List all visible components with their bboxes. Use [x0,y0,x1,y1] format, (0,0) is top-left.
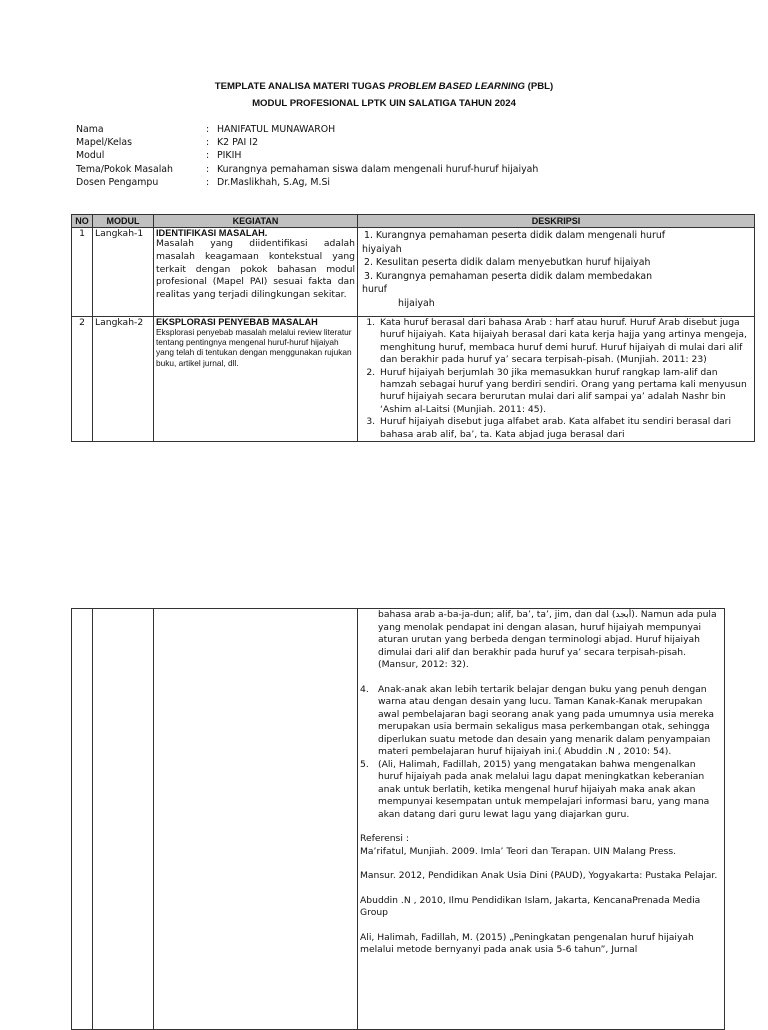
table-row [72,228,755,317]
deskripsi-line: hijaiyah [398,297,435,309]
info-separator: : [206,150,210,162]
row-kegiatan [154,317,358,442]
table-row [72,317,755,442]
deskripsi-list [360,317,752,441]
row-number: 1 [72,228,93,317]
deskripsi-continuation [360,609,722,1029]
header-kegiatan: KEGIATAN [154,215,358,228]
kegiatan-body: Eksplorasi penyebab masalah melalui review literatur tentang pentingnya mengenal huruf-huruf hijaiyah yang telah di tentukan dengan menggunakan rujukan buku, artikel jurnal, dll. [156,327,352,368]
item-text: (Ali, Halimah, Fadillah, 2015) yang mengatakan bahwa mengenalkan huruf hijaiyah pada anak melalui lagu dapat meningkatkan keberanian anak untuk berlatih, ketika mengenal huruf hijaiyah maka anak akan mempunyai kesempatan untuk mempelajari informasi baru, yang mana akan datang dari guru lewat lagu yang diajarkan guru. [378,758,710,820]
row-kegiatan-empty [154,609,358,1030]
title-emphasis: PROBLEM BASED LEARNING [387,81,525,92]
row-deskripsi [358,228,755,317]
document-title-line2: MODUL PROFESIONAL LPTK UIN SALATIGA TAHUN 2024 [252,98,516,109]
identity-info [76,124,538,190]
row-modul: Langkah-1 [93,228,154,317]
info-value: K2 PAI I2 [217,137,259,149]
title-prefix: TEMPLATE ANALISA MATERI TUGAS [214,81,388,92]
deskripsi-item: 1. Kata huruf berasal dari bahasa Arab : harf atau huruf. Huruf Arab disebut juga huruf hijaiyah. Kata hijaiyah berasal dari kata kerja hajja yang artinya mengeja, menghitung huruf, membaca huruf demi huruf. Huruf hijaiyah di mulai dari alif dan berakhir pada huruf ya’ secara terpisah-pisah. (Munjiah. 2011: 23) [378,317,752,367]
spacer [360,920,722,932]
info-value: Kurangnya pemahaman siswa dalam mengenali huruf-huruf hijaiyah [217,163,539,175]
references-title: Referensi : [360,833,409,844]
info-label: Dosen Pengampu [76,176,159,188]
reference-entry: Mansur. 2012, Pendidikan Anak Usia Dini (PAUD), Yogyakarta: Pustaka Pelajar. [360,870,718,881]
spacer [360,883,722,895]
deskripsi-item: 2. Huruf hijaiyah berjumlah 30 jika memasukkan huruf rangkap lam-alif dan hamzah sebagai huruf yang berdiri sendiri. Orang yang pertama kali menyusun huruf hijaiyah secara berurutan mulai dari alif sampai ya’ adalah Nashr bin ‘Ashim al-Laitsi (Munjiah. 2011: 45). [378,367,752,417]
table-row [72,609,725,1030]
info-value: HANIFATUL MUNAWAROH [217,124,336,135]
row-number-empty [72,609,93,1030]
header-deskripsi: DESKRIPSI [358,215,755,228]
deskripsi-item: 3. Huruf hijaiyah disebut juga alfabet arab. Kata alfabet itu sendiri berasal dari bahasa arab alif, ba’, ta. Kata abjad juga berasal dari [378,416,752,441]
row-modul: Langkah-2 [93,317,154,442]
info-separator: : [206,163,210,175]
deskripsi-line: hiyaiyah [362,243,402,255]
info-row-dosen [76,177,538,190]
deskripsi-list [360,229,752,310]
header-modul: MODUL [93,215,154,228]
table-header-row [72,215,755,228]
item-number: 4. [360,683,369,695]
kegiatan-heading: IDENTIFIKASI MASALAH. [156,228,268,238]
spacer [360,858,722,870]
kegiatan-heading: EKSPLORASI PENYEBAB MASALAH [156,317,318,327]
info-value: PIKIH [217,150,242,162]
info-separator: : [206,137,210,149]
row-number: 2 [72,317,93,442]
analysis-table [71,214,755,442]
info-label: Mapel/Kelas [76,137,132,149]
title-suffix: (PBL) [524,81,554,92]
spacer [360,672,722,684]
row-kegiatan [154,228,358,317]
info-row-mapel [76,137,538,150]
analysis-table-continuation [71,608,725,1030]
info-label: Nama [76,124,104,135]
info-row-tema [76,164,538,177]
info-separator: : [206,176,210,188]
row-modul-empty [93,609,154,1030]
deskripsi-line: 3. Kurangnya pemahaman peserta didik dalam membedakan [364,270,653,282]
info-value: Dr.Maslikhah, S.Ag, M.Si [217,176,331,188]
deskripsi-item [360,759,722,822]
item-text: Anak-anak akan lebih tertarik belajar dengan buku yang penuh dengan warna atau dengan desain yang lucu. Taman Kanak-Kanak merupakan awal pembelajaran bagi seorang anak yang pada umumnya usia mereka merupakan usia bermain sekaligus masa perkembangan otak, sehingga diperlukan suatu metode dan desain yang menarik dalam penyampaian materi pembelajaran huruf hijaiyah ini.( Abuddin .N , 2010: 54). [378,683,714,757]
header-no: NO [72,215,93,228]
info-label: Modul [76,150,105,162]
reference-entry: Ma’rifatul, Munjiah. 2009. Imla’ Teori dan Terapan. UIN Malang Press. [360,845,677,857]
deskripsi-line: huruf [362,284,387,295]
spacer [360,821,722,833]
deskripsi-line: 2. Kesulitan peserta didik dalam menyebutkan huruf hijaiyah [364,257,651,268]
document-title-line1 [0,81,768,92]
info-row-nama [76,124,538,137]
deskripsi-paragraph: bahasa arab a-ba-ja-dun; alif, ba’, ta’, jim, dan dal (أبجد). Namun ada pula yang menolak pendapat ini dengan alasan, huruf hijaiyah mempunyai aturan urutan yang berbeda dengan terminologi abjad. Huruf hijaiyah dimulai dari alif dan berakhir pada huruf ya’ secara terpisah-pisah. (Mansur, 2012: 32). [378,609,717,670]
reference-entry: Abuddin .N , 2010, Ilmu Pendidikan Islam, Jakarta, KencanaPrenada Media Group [360,894,701,918]
info-label: Tema/Pokok Masalah [76,163,173,175]
deskripsi-item [360,684,722,759]
reference-entry: Ali, Halimah, Fadillah, M. (2015) „Peningkatan pengenalan huruf hijaiyah melalui metode bernyanyi pada anak usia 5-6 tahun”, Jurnal [360,931,694,955]
item-number: 5. [360,758,369,770]
kegiatan-body: Masalah yang diidentifikasi adalah masalah keagamaan kontekstual yang terkait dengan pokok bahasan modul profesional (Mapel PAI) sesuai fakta dan realitas yang terjadi dilingkungan sekitar. [156,238,355,301]
row-deskripsi [358,317,755,442]
row-deskripsi-continued [358,609,725,1030]
deskripsi-line: 1. Kurangnya pemahaman peserta didik dalam mengenali huruf [364,230,666,241]
info-row-modul [76,150,538,163]
info-separator: : [206,124,210,135]
